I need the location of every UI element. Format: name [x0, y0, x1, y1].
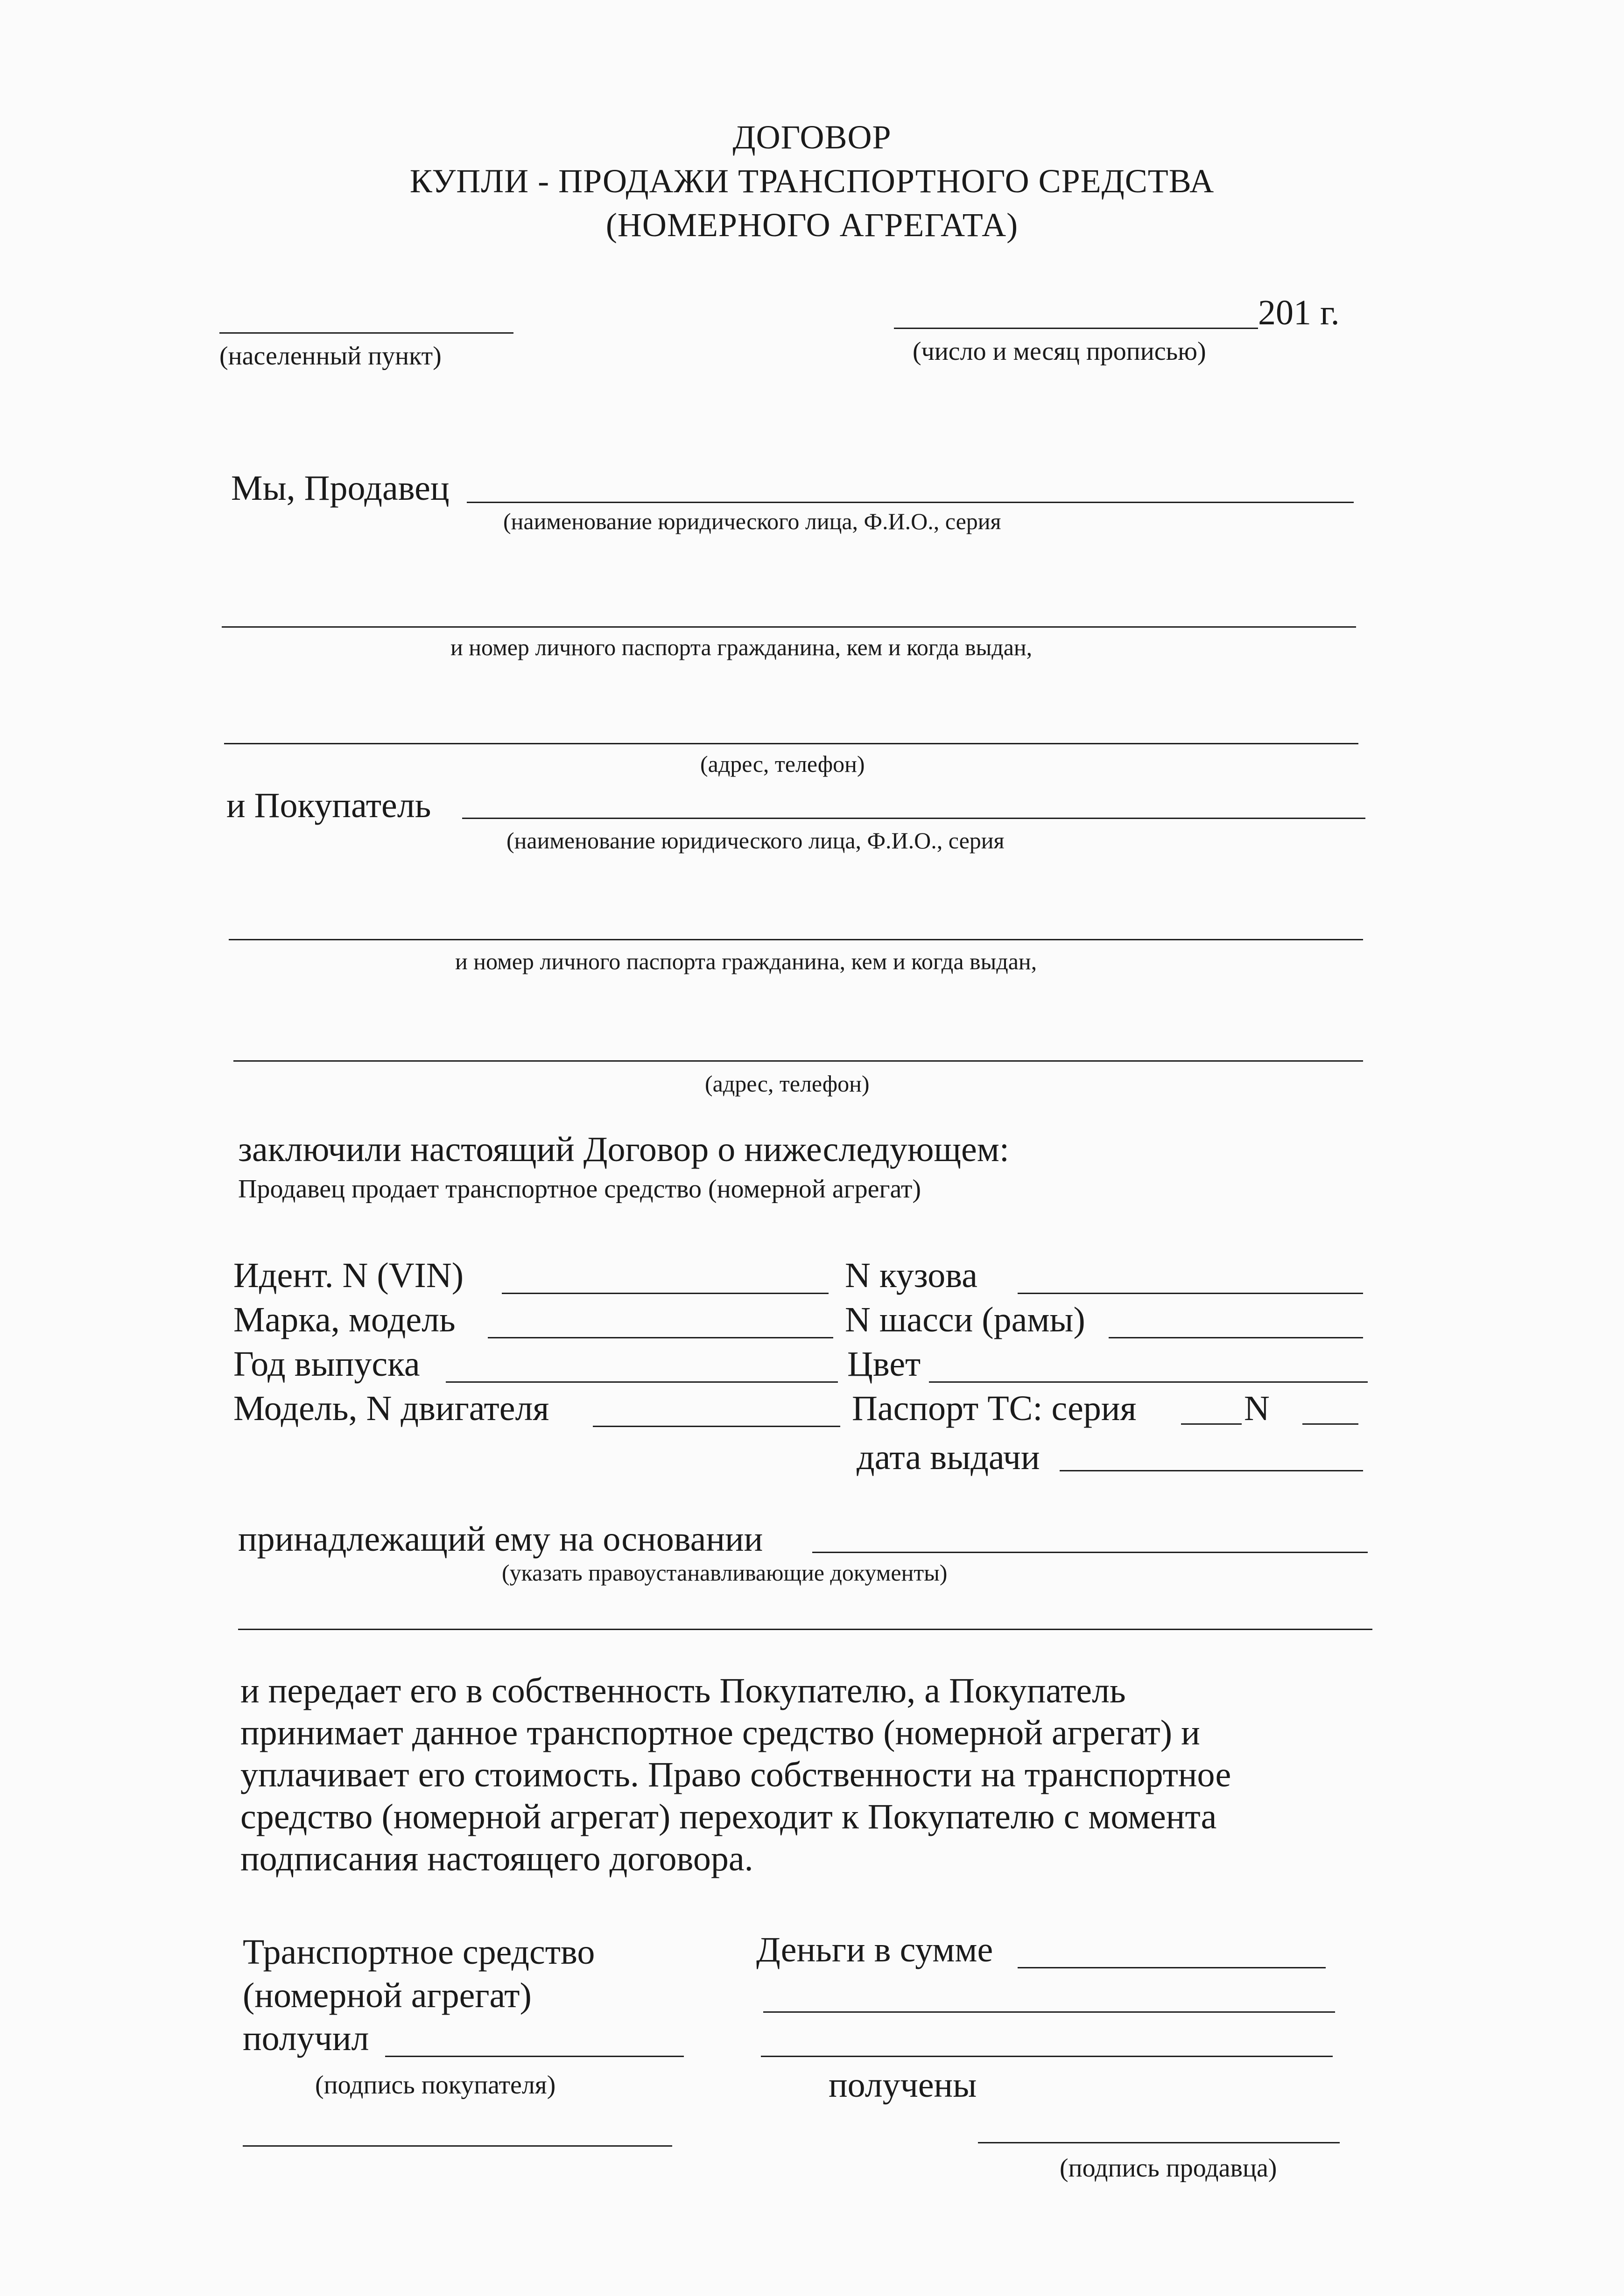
money-amount-label: Деньги в сумме [756, 1930, 993, 1969]
ownership-line[interactable] [812, 1552, 1368, 1553]
vehicle-passport-n-line[interactable] [1302, 1423, 1358, 1425]
vehicle-received-label: Транспортное средство [243, 1932, 595, 1972]
document-title: ДОГОВОР [732, 119, 892, 156]
seller-address-line[interactable] [224, 743, 1358, 744]
money-amount-line-2[interactable] [763, 2011, 1335, 2013]
body-number-line[interactable] [1018, 1293, 1363, 1294]
agreement-line-1: заключили настоящий Договор о нижеследующем: [238, 1130, 1009, 1169]
year-label: 201 г. [1258, 293, 1340, 332]
transfer-line-5: подписания настоящего договора. [240, 1839, 753, 1878]
seller-caption-3: (адрес, телефон) [700, 751, 865, 777]
seller-label: Мы, Продавец [231, 469, 450, 508]
seller-caption-1: (наименование юридического лица, Ф.И.О., серия [503, 508, 1001, 534]
transfer-line-4: средство (номерной агрегат) переходит к Покупателю с момента [240, 1797, 1217, 1836]
year-of-manufacture-line[interactable] [446, 1381, 838, 1383]
engine-label: Модель, N двигателя [233, 1389, 549, 1428]
buyer-caption-3: (адрес, телефон) [705, 1071, 870, 1097]
document-subtitle: КУПЛИ - ПРОДАЖИ ТРАНСПОРТНОГО СРЕДСТВА [409, 162, 1215, 200]
chassis-label: N шасси (рамы) [845, 1300, 1085, 1339]
engine-line[interactable] [593, 1426, 840, 1427]
buyer-address-line[interactable] [233, 1060, 1363, 1062]
date-line[interactable] [894, 328, 1258, 329]
year-of-manufacture-label: Год выпуска [233, 1344, 420, 1384]
ownership-line-2[interactable] [238, 1629, 1372, 1630]
money-amount-line-3[interactable] [761, 2056, 1333, 2057]
ownership-label: принадлежащий ему на основании [238, 1519, 763, 1559]
ownership-caption: (указать правоустанавливающие документы) [502, 1560, 948, 1586]
place-caption: (населенный пункт) [219, 342, 442, 371]
place-line[interactable] [219, 332, 513, 334]
seller-signature-line[interactable] [978, 2142, 1340, 2143]
money-amount-line[interactable] [1018, 1967, 1326, 1968]
chassis-line[interactable] [1109, 1337, 1363, 1338]
transfer-line-3: уплачивает его стоимость. Право собственности на транспортное [240, 1755, 1231, 1794]
money-received-label: получены [829, 2065, 977, 2105]
date-caption: (число и месяц прописью) [913, 337, 1206, 366]
buyer-signature-line[interactable] [385, 2056, 684, 2057]
vin-label: Идент. N (VIN) [233, 1256, 464, 1295]
seller-name-line[interactable] [467, 502, 1354, 503]
buyer-label: и Покупатель [226, 786, 431, 825]
color-label: Цвет [847, 1344, 921, 1384]
vehicle-passport-n-label: N [1244, 1389, 1270, 1428]
make-model-line[interactable] [488, 1337, 833, 1338]
buyer-signature-line-2[interactable] [243, 2145, 672, 2147]
vehicle-received-label-3: получил [243, 2019, 369, 2058]
vehicle-passport-series-line[interactable] [1181, 1423, 1242, 1425]
make-model-label: Марка, модель [233, 1300, 456, 1339]
agreement-line-2: Продавец продает транспортное средство (номерной агрегат) [238, 1175, 921, 1204]
seller-passport-line[interactable] [222, 626, 1356, 628]
transfer-line-1: и передает его в собственность Покупателю, а Покупатель [240, 1671, 1126, 1710]
seller-caption-2: и номер личного паспорта гражданина, кем и когда выдан, [450, 634, 1033, 660]
document-subtitle-2: (НОМЕРНОГО АГРЕГАТА) [605, 206, 1019, 244]
buyer-passport-line[interactable] [229, 939, 1363, 940]
vin-line[interactable] [502, 1293, 829, 1294]
issue-date-line[interactable] [1060, 1470, 1363, 1471]
vehicle-received-label-2: (номерной агрегат) [243, 1976, 532, 2015]
color-line[interactable] [929, 1381, 1368, 1383]
seller-signature-caption: (подпись продавца) [1060, 2154, 1277, 2183]
body-number-label: N кузова [845, 1256, 977, 1295]
issue-date-label: дата выдачи [857, 1438, 1040, 1477]
buyer-caption-1: (наименование юридического лица, Ф.И.О., серия [506, 827, 1005, 854]
buyer-caption-2: и номер личного паспорта гражданина, кем и когда выдан, [455, 948, 1037, 974]
buyer-name-line[interactable] [462, 818, 1365, 819]
buyer-signature-caption: (подпись покупателя) [315, 2071, 556, 2100]
transfer-line-2: принимает данное транспортное средство (номерной агрегат) и [240, 1713, 1200, 1752]
vehicle-passport-series-label: Паспорт ТС: серия [852, 1389, 1137, 1428]
